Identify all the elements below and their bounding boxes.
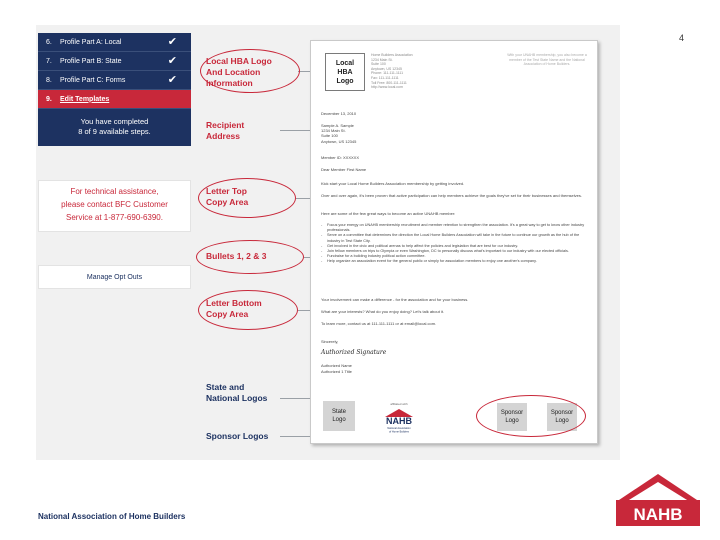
bullet-item: - Focus your energy on UNAHB membership recruitment and member retention to strengthen the association. It's a great way to get to know other industry professionals. — [321, 223, 591, 233]
label-bottom-line-2: Copy Area — [206, 309, 249, 319]
label-sponsor-logos: Sponsor Logos — [206, 431, 269, 441]
checkmark-icon: ✔ — [167, 74, 177, 86]
local-hba-logo — [325, 53, 365, 91]
bullet-item: - Serve on a committee that determines the direction the Local Home Builders Association will take in the future to continue our growth as the hub of the industry in Test State City. — [321, 233, 591, 243]
highlight-circle-bullets — [196, 240, 304, 274]
logo-text-3: Logo — [336, 77, 354, 85]
progress-box — [38, 113, 191, 146]
slide-number: 4 — [678, 33, 684, 43]
state-logo-text-2: Logo — [332, 417, 346, 423]
highlight-circle-logo — [200, 49, 300, 93]
nav-num: 7. — [46, 57, 52, 65]
recipient-address — [321, 123, 356, 144]
label-bottom-line-1: Letter Bottom — [206, 298, 262, 308]
letter-top-p3: Here are some of the few great ways to become an active UNAHB member: — [321, 211, 456, 216]
letter-top-p2: Over and over again, it's been proven that active participation can help members achieve the goals they've set for their businesses and themselves. — [321, 193, 583, 198]
pointer-line — [280, 130, 310, 131]
bullet-item: - Fundraise for a building industry political action committee. — [321, 254, 591, 259]
hba-info-line: Suite 100 — [371, 62, 386, 67]
nahb-word-small: NAHB — [386, 416, 412, 426]
progress-line-2: 8 of 9 available steps. — [78, 127, 151, 136]
letter-bottom-p1: Your involvement can make a difference - for the association and for your business. — [321, 297, 469, 302]
label-state-line-2: National Logos — [206, 393, 268, 403]
sponsor-text-1: Sponsor — [550, 410, 574, 416]
nahb-sub-1: National Association — [387, 427, 411, 430]
progress-line-1: You have completed — [80, 117, 149, 126]
hba-info-line: 1234 Main St. — [371, 57, 393, 62]
hba-info-line: Home Builders Association — [371, 53, 413, 57]
sponsor-text-1: Sponsor — [500, 410, 524, 416]
nahb-logo-word: NAHB — [633, 505, 683, 524]
sponsor-text-2: Logo — [505, 418, 519, 424]
sponsor-text-2: Logo — [555, 418, 569, 424]
manage-opt-outs-button[interactable]: Manage Opt Outs — [38, 265, 191, 289]
nahb-sub-2: of Home Builders — [389, 430, 409, 434]
highlight-circle-top — [198, 178, 296, 218]
address-line: 1234 Main St. — [321, 128, 346, 134]
label-top-line-2: Copy Area — [206, 197, 249, 207]
nav-label: Profile Part B: State — [60, 57, 122, 65]
label-top-line-1: Letter Top — [206, 186, 247, 196]
label-state-logos — [206, 382, 267, 404]
footer-org-name: National Association of Home Builders — [38, 512, 186, 521]
logo-text-1: Local — [335, 59, 355, 67]
nav-num: 6. — [46, 38, 52, 46]
address-line: Suite 100 — [321, 133, 338, 139]
letter-date: December 13, 2010 — [321, 111, 357, 116]
letter-preview — [310, 40, 598, 444]
bullet-item: - Help organize an association event for the general public or simply for association members to enjoy one another's company. — [321, 259, 591, 264]
address-line: Anytown, US 12345 — [321, 138, 357, 144]
letter-bottom-p2: What are your interests? What do you enjoy doing? Let's talk about it. — [321, 309, 445, 314]
hba-info-line: Phone: 111-111-1111 — [371, 71, 404, 76]
membership-note: With your UNAHB membership, you also become a member of the Test State Name and the National Association of Home Builders. — [507, 53, 587, 67]
nav-label: Profile Part C: Forms — [60, 76, 126, 84]
nav-num: 9. — [46, 95, 52, 103]
bullet-item: - Join fellow members on trips to Olympia or even Washington, DC to personally discuss what's important to our industry with our elected officials. — [321, 249, 591, 254]
label-logo-line-3: Information — [206, 78, 253, 88]
affiliated-text: affiliated with — [390, 402, 408, 406]
tech-line-3: Service at 1-877-690-6390. — [66, 213, 163, 222]
sincerely: Sincerely, — [321, 339, 339, 344]
steps-nav — [38, 33, 191, 113]
hba-info-line: Fax: 111-111-1111 — [371, 75, 399, 80]
label-recipient — [206, 120, 244, 142]
hba-info — [371, 53, 431, 90]
hba-info-line: Toll Free: 800-111-1111 — [371, 80, 407, 85]
tech-support-box — [38, 180, 191, 232]
checkmark-icon: ✔ — [167, 36, 177, 48]
salutation: Dear Member First Name — [321, 167, 367, 172]
nav-item-forms[interactable] — [38, 71, 191, 90]
highlight-circle-sponsor — [476, 395, 586, 437]
logo-text-2: HBA — [337, 68, 353, 76]
nahb-logo-small — [381, 399, 417, 435]
authorized-name: Authorized Name — [321, 363, 352, 368]
member-id: Member ID: XXXXXX — [321, 155, 360, 160]
label-recipient-line-2: Address — [206, 131, 241, 141]
state-logo — [323, 401, 355, 431]
nav-num: 8. — [46, 76, 52, 84]
tech-line-1: For technical assistance, — [70, 187, 159, 196]
label-recipient-line-1: Recipient — [206, 120, 245, 130]
nav-item-edit-templates[interactable] — [38, 90, 191, 109]
tech-line-2: please contact BFC Customer — [61, 200, 168, 209]
hba-info-line: Anytown, US 12345 — [371, 66, 402, 71]
label-state-line-1: State and — [206, 382, 245, 392]
nav-item-local[interactable] — [38, 33, 191, 52]
highlight-circle-bottom — [198, 290, 298, 330]
nav-item-state[interactable] — [38, 52, 191, 71]
letter-bottom-p3: To learn more, contact us at 111-111-1111 or at email@local.com. — [321, 321, 437, 326]
address-line: Sample A. Sample — [321, 123, 354, 128]
nav-label[interactable]: Edit Templates — [60, 95, 110, 103]
hba-info-line: http://www.local.com — [371, 85, 403, 90]
authorized-title: Authorized 1 Title — [321, 369, 352, 374]
checkmark-icon: ✔ — [167, 55, 177, 67]
nahb-logo — [616, 470, 700, 526]
letter-top-p1: Kick start your Local Home Builders Association membership by getting involved. — [321, 181, 465, 186]
state-logo-text-1: State — [331, 409, 346, 415]
bullet-item: - Get involved in the civic and political arenas to help affect the policies and legislation that are best for our industry. — [321, 244, 591, 249]
pointer-line — [280, 398, 310, 399]
bullet-list — [321, 223, 591, 265]
nav-label: Profile Part A: Local — [60, 38, 122, 46]
label-logo-line-1: Local HBA Logo — [206, 56, 272, 66]
signature: Authorized Signature — [321, 349, 387, 356]
label-logo-line-2: And Location — [206, 67, 261, 77]
label-bullets: Bullets 1, 2 & 3 — [206, 251, 267, 261]
